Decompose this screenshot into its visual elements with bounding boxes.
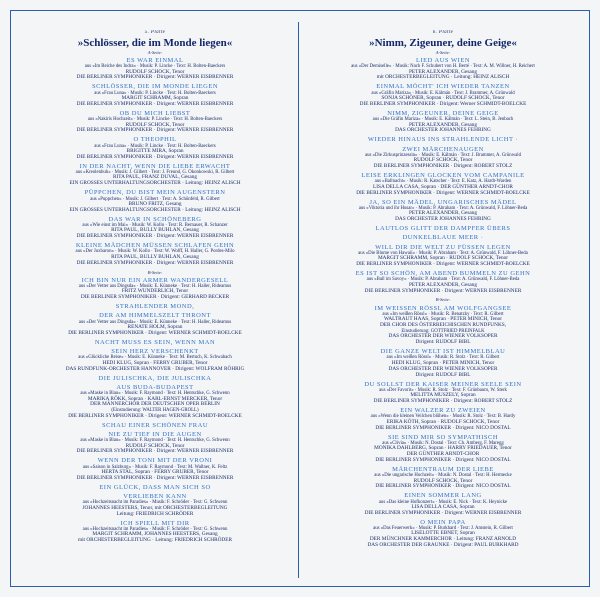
- song-credit: aus »Ballnacht« · Musik: R. Katscher · Text: E. Katz, A. Hardt-Warden: [374, 179, 512, 185]
- song-title: MÄRCHENTRAUM DER LIEBE: [392, 465, 494, 473]
- song-title: SCHLÖSSER, DIE IM MONDE LIEGEN: [91, 83, 219, 91]
- side-b-label: B-Seite:: [147, 269, 163, 275]
- song-title: LEISE ERKLINGEN GLOCKEN VOM CAMPANILE: [361, 172, 525, 180]
- performer-line: MARIKA RÖKK, Sopran · KARL-ERNST MERCKER, Tenor: [87, 395, 223, 402]
- song-credit: aus »Frau Luna« · Musik: P. Lincke · Text: H. Bolten-Baeckers: [94, 90, 216, 96]
- performer-line: RITA PAUL, FRANZ DUVAL, Gesang: [112, 174, 198, 181]
- song-title: DAS WAR IN SCHÖNEBERG: [108, 215, 202, 223]
- song-title: ZWEI MÄRCHENAUGEN: [402, 145, 484, 153]
- performer-line: RUDOLF SCHOCK, Tenor: [125, 121, 185, 128]
- song-title: DER AM HIMMELSZELT THRONT: [99, 312, 211, 320]
- record-6-column: [304, 30, 582, 585]
- song-title: LAUTLOS GLITT DER DAMPFER ÜBERS: [375, 225, 511, 233]
- song-title: STRAHLENDER MOND,: [115, 303, 195, 311]
- song-credit: aus »Frau Luna« · Musik: P. Lincke · Text: H. Bolten-Baeckers: [94, 143, 216, 149]
- song-title: WILL DIR DIE WELT ZU FÜSSEN LEGEN: [375, 243, 511, 251]
- record-number: 5. Platte: [144, 30, 166, 35]
- song-credit: aus »Maske in Blau« · Musik: F. Raymond · Text: H. Hentschke, G. Schwenn: [80, 391, 230, 397]
- song-credit: aus »Das kleine Hofkonzert« · Musik: E. Nick · Text: K. Heynicke: [378, 499, 508, 505]
- performer-line: DIE BERLINER SYMPHONIKER · Dirigent: WERNER EISBRENNER: [76, 233, 234, 240]
- song-credit: aus »Der Favorit« · Musik: R. Stolz · Text: F. Grünbaum, W. Sterk: [379, 387, 507, 393]
- performer-line: SONJA SCHÖNER, Sopran · RUDOLF SCHOCK, Tenor: [381, 95, 505, 102]
- song-title: SEIN HERZ VERSCHENKT: [111, 348, 199, 356]
- side-b-label: B-Seite:: [435, 297, 451, 303]
- performer-line: DIE BERLINER SYMPHONIKER · Dirigent: WERNER EISBRENNER: [364, 509, 522, 516]
- performer-line: mit ORCHESTERBEGLEITUNG · Leitung: FRIEDRICH SCHRÖDER: [77, 537, 233, 544]
- performer-line: DIE BERLINER SYMPHONIKER · Dirigent: Werner SCHMIDT-BOELCKE: [359, 100, 527, 107]
- song-title: ICH SPIELL MIT DIR: [120, 519, 190, 527]
- performer-line: PETER ALEXANDER, Gesang: [408, 121, 478, 128]
- performer-line: RUDOLF SCHOCK, Tenor: [125, 442, 185, 449]
- song-credit: aus »Das Feuerwerk« · Musik: P. Burkhard · Text: J. Amstein, R. Gilbert: [373, 526, 513, 532]
- song-title: WENN DER TONI MIT DER VRONI: [97, 457, 213, 465]
- performer-line: HERTA STAL, Sopran · FERRY GRUBER, Tenor: [101, 469, 209, 476]
- song-title: NIE ZU TIEF IN DIE AUGEN: [108, 430, 202, 438]
- performer-line: JOHANNES HEESTERS, Tenor, mit ORCHESTERBEGLEITUNG: [82, 504, 228, 511]
- performer-line: RUDOLF SCHOCK, Tenor: [413, 157, 473, 164]
- performer-line: DIE BERLINER SYMPHONIKER · Dirigent: NICO DOSTAL: [375, 456, 511, 463]
- song-credit: aus »Der Demiselle« · Musik: Nach F. Schubert von H. Berté · Text: A. M. Willner, H. Reichert: [351, 64, 535, 70]
- song-title: ES IST SO SCHÖN, AM ABEND BUMMELN ZU GEHN: [355, 270, 531, 278]
- song-credit: aus »Die Gräfin Mariza« · Musik: E. Kálmán · Text: L. Stein, B. Jenbach: [372, 117, 514, 123]
- performer-line: DIE BERLINER SYMPHONIKER · Dirigent: WERNER EISBRENNER: [76, 74, 234, 81]
- song-credit: aus »Die Blume von Hawaii« · Musik: P. Abraham · Text: A. Grünwald, F. Löhner-Beda: [358, 250, 528, 256]
- performer-line: RITA PAUL, BULLY BUHLAN, Gesang: [111, 253, 199, 260]
- performer-line: PETER ALEXANDER, Gesang: [408, 68, 478, 75]
- song-title: IN DER NACHT, WENN DIE LIEBE ERWACHT: [79, 162, 231, 170]
- performer-line: MELITTA MUSZELY, Sopran: [410, 392, 476, 399]
- song-credit: aus »Die Zirkusprinzessin« · Musik: E. Kálmán · Text: J. Brammer, A. Grünwald: [364, 152, 522, 158]
- song-title: IM WEISSEN RÖSSL AM WOLFGANGSEE: [374, 304, 512, 312]
- song-title: PÜPPCHEN, DU BIST MEIN AUGENSTERN: [84, 189, 226, 197]
- side-a-label: A-Seite:: [147, 49, 163, 55]
- song-credit: aus »Im weißen Rössl« · Musik: R. Benatzky · Text: R. Gilbert: [382, 311, 504, 317]
- song-title: SCHAU EINER SCHÖNEN FRAU: [101, 421, 209, 429]
- song-credit: aus »Glückliche Reise« · Musik: E. Künneke · Text: M. Bertuch, K. Schwabach: [78, 355, 232, 361]
- performer-line: Leitung: FRIEDRICH SCHRÖDER: [116, 510, 194, 517]
- performer-line: ERIKA KÖTH, Sopran · RUDOLF SCHOCK, Tenor: [386, 418, 500, 425]
- song-title: SIE SIND MIR SO SYMPATHISCH: [387, 433, 499, 441]
- performer-line: FRITZ WUNDERLICH, Tenor: [121, 288, 189, 295]
- performer-line: DAS ORCHESTER JOHANNES FEHRING: [395, 127, 491, 134]
- performer-line: DIE BERLINER SYMPHONIKER · Dirigent: ROBERT STOLZ: [373, 163, 513, 170]
- performer-line: DIE BERLINER SYMPHONIKER · Dirigent: NICO DOSTAL: [375, 483, 511, 490]
- performer-line: RITA PAUL, BULLY BUHLAN, Gesang: [111, 227, 199, 234]
- song-title: OB DU MICH LIEBST: [119, 109, 191, 117]
- song-credit: aus »Wenn die kleinen Veilchen blühen« · Musik: R. Stolz · Text: B. Hardy: [370, 414, 516, 420]
- song-title: EINMAL MÖCHT' ICH WIEDER TANZEN: [376, 83, 510, 91]
- song-credit: aus »Wie einst im Mai« · Musik: W. Kollo · Text: R. Bernauer, R. Schanzer: [82, 223, 228, 229]
- song-title: EINEN SOMMER LANG: [404, 492, 482, 500]
- performer-line: DIE BERLINER SYMPHONIKER · Dirigent: WERNER EISBRENNER: [364, 287, 522, 294]
- song-credit: aus »Hochzeitsnacht im Paradies« · Musik: F. Schröder · Text: G. Schwenn: [82, 500, 228, 506]
- performer-line: LISA DELLA CASA, Sopran: [411, 504, 475, 510]
- performer-line: Dirigent: RUDOLF BIBL: [415, 339, 471, 346]
- song-title: O MEIN PAPA: [420, 518, 466, 526]
- performer-line: PETER ALEXANDER, Gesang: [408, 281, 478, 288]
- song-credit: aus »Ball im Savoy« · Musik: P. Abraham · Text: A. Grünwald, F. Löhner-Beda: [366, 277, 520, 283]
- record-5-column: [16, 30, 294, 585]
- performer-line: DAS ORCHESTER DER WIENER VOLKSOPER: [388, 365, 498, 372]
- song-credit: aus »Clivia« · Musik: N. Dostal · Text: Ch. Amberg, F. Maregg: [382, 440, 504, 446]
- performer-line: MARGIT SCHRAMM, Sopran · RUDOLF SCHOCK, Tenor: [377, 255, 509, 262]
- song-credit: aus »Saison in Salzburg« · Musik: F. Raymond · Text: M. Wallner, K. Feltz: [82, 464, 228, 470]
- performer-line: DIE BERLINER SYMPHONIKER · Dirigent: WERNER SCHMIDT-BOELCKE: [68, 330, 242, 336]
- performer-line: DIE BERLINER SYMPHONIKER · Dirigent: ROBERT STOLZ: [373, 398, 513, 405]
- song-title: DU SOLLST DER KAISER MEINER SEELE SEIN: [364, 380, 522, 388]
- song-title: LIED AUS WIEN: [415, 56, 471, 64]
- performer-line: DAS ORCHESTER DER GRAUNKE · Dirigent: PAUL BURKHARD: [367, 542, 519, 549]
- performer-line: HEDI KLUG, Sopran · PETER MINICH, Tenor: [391, 359, 495, 366]
- performer-line: DIE BERLINER SYMPHONIKER · Dirigent: WERNER EISBRENNER: [76, 127, 234, 134]
- song-title: EIN GLÜCK, DASS MAN SICH SO: [99, 483, 211, 491]
- song-credit: (Einstudierung: WALTER HAGEN-GROLL): [111, 408, 199, 414]
- performer-line: MARGIT SCHRAMM, Sopran: [121, 95, 189, 102]
- song-title: NACHT MUSS ES SEIN, WENN MAN: [94, 338, 216, 346]
- performer-line: EIN GROSSES UNTERHALTUNGSORCHESTER · Leitung: HEINZ ALISCH: [69, 180, 241, 187]
- performer-line: DAS ORCHESTER JOHANNES FEHRING: [395, 216, 491, 223]
- performer-line: WALTRAUT HAAS, Sopran · PETER MINICH, Tenor: [383, 316, 503, 323]
- song-credit: aus »Puppchen« · Musik: J. Gilbert · Text: A. Schönfeld, R. Gilbert: [90, 196, 220, 202]
- song-credit: aus »Nakiris Hochzeit« · Musik: P. Lincke · Text: H. Bolten-Baeckers: [87, 117, 223, 123]
- song-title: NIMM, ZIGEUNER, DEINE GEIGE: [387, 109, 499, 117]
- record-number: 6. Platte: [432, 30, 454, 35]
- song-credit: aus »Der Vetter aus Dingsda« · Musik: E. Künneke · Text: H. Haller, Rideamus: [78, 283, 232, 289]
- performer-line: DER CHOR DES ÖSTERREICHISCHEN RUNDFUNKS,: [379, 322, 507, 329]
- song-credit: aus »Der Vetter aus Dingsda« · Musik: E. Künneke · Text: H. Haller, Rideamus: [78, 319, 232, 325]
- record-title: »Schlösser, die im Monde liegen«: [77, 36, 233, 49]
- performer-line: MARGIT SCHRAMM, JOHANNES HEESTERS, Gesang: [92, 531, 218, 538]
- song-title: DIE GANZE WELT IST HIMMELBLAU: [380, 348, 506, 356]
- song-title: VERLIEBEN KANN: [123, 493, 187, 501]
- record-title: »Nimm, Zigeuner, deine Geige«: [369, 36, 517, 49]
- song-credit: aus »Maske in Blau« · Musik: F. Raymond · Text: H. Hentschke, G. Schwenn: [80, 438, 230, 444]
- song-credit: aus »Die ungarische Hochzeit« · Musik: N. Dostal · Text: H. Hermecke: [374, 473, 512, 479]
- performer-line: PETER ALEXANDER, Gesang: [408, 210, 478, 217]
- performer-line: DER MÄNNERCHOR DER DEUTSCHEN OPER BERLIN: [90, 401, 220, 408]
- performer-line: DIE BERLINER SYMPHONIKER · Dirigent: WERNER EISBRENNER: [76, 474, 234, 481]
- performer-line: BRUNO FRITZ, Gesang: [128, 200, 182, 207]
- side-a-label: A-Seite:: [435, 49, 451, 55]
- song-credit: aus »Kreolenbuh« · Musik: J. Gilbert · Text: J. Freund, G. Okonkowski, R. Gilbert: [75, 170, 235, 176]
- song-title: DUNKELBLAUE MEER ·: [402, 234, 484, 242]
- performer-line: DIE BERLINER SYMPHONIKER · Dirigent: WERNER EISBRENNER: [76, 259, 234, 266]
- song-title: WIEDER HINAUS INS STRAHLENDE LICHT ·: [367, 136, 519, 144]
- performer-line: RUDOLF SCHOCK, Tenor: [413, 477, 473, 484]
- column-divider: [298, 22, 299, 578]
- performer-line: DIE BERLINER SYMPHONIKER · Dirigent: WERNER SCHMIDT-BOELCKE: [68, 412, 242, 419]
- song-title: KLEINE MÄDCHEN MÜSSEN SCHLAFEN GEHN: [75, 242, 235, 250]
- performer-line: DIE BERLINER SYMPHONIKER · Dirigent: WERNER EISBRENNER: [76, 448, 234, 455]
- performer-line: DIE BERLINER SYMPHONIKER · Dirigent: WERNER EISBRENNER: [76, 100, 234, 107]
- performer-line: DIE BERLINER SYMPHONIKER · Dirigent: WERNER SCHMIDT-BOELCKE: [356, 189, 530, 196]
- song-title: AUS BUDA-BUDAPEST: [116, 383, 194, 391]
- performer-line: mit ORCHESTERBEGLEITUNG · Leitung: HEINZ ALISCH: [376, 74, 510, 81]
- song-credit: Einstudierung: GOTTFRIED PREINFALK: [401, 328, 485, 334]
- performer-line: LISELOTTE EBNET, Sopran: [411, 530, 475, 537]
- song-title: JA, SO EIN MÄDEL, UNGARISCHES MÄDEL: [369, 198, 517, 206]
- performer-line: HEDI KLUG, Sopran · FERRY GRUBER, Tenor: [102, 359, 208, 366]
- performer-line: DAS ORCHESTER DER WIENER VOLKSOPER: [388, 333, 498, 340]
- song-title: DIE JULISCHKA, DIE JULISCHKA: [98, 374, 212, 382]
- performer-line: EIN GROSSES UNTERHALTUNGSORCHESTER · Leitung: HEINZ ALISCH: [69, 206, 241, 213]
- performer-line: DIE BERLINER SYMPHONIKER · Dirigent: WERNER SCHMIDT-BOELCKE: [356, 261, 530, 268]
- performer-line: LISA DELLA CASA, Sopran · DER GÜNTHER ARNDT-CHOR: [373, 183, 513, 190]
- performer-line: Dirigent: RUDOLF BIBL: [415, 371, 471, 378]
- song-title: O THEOPHIL: [133, 136, 177, 144]
- performer-line: RENATE HOLM, Sopran: [127, 324, 183, 331]
- performer-line: DIE BERLINER SYMPHONIKER · Dirigent: NICO DOSTAL: [375, 424, 511, 431]
- song-credit: aus »Im Reiche des Indra« · Musik: P. Lincke · Text: H. Bolten-Baeckers: [84, 64, 226, 70]
- performer-line: DIE BERLINER SYMPHONIKER · Dirigent: WERNER EISBRENNER: [76, 153, 234, 160]
- song-title: EIN WALZER ZU ZWEIEN: [400, 407, 486, 415]
- performer-line: DER GÜNTHER ARNDT-CHOR: [406, 451, 480, 458]
- performer-line: DAS RUNDFUNK-ORCHESTER HANNOVER · Dirigent: WOLFRAM RÖHRIG: [65, 365, 245, 372]
- song-credit: aus »Der Juxbaron« · Musik: W. Kollo · Text: W. Wolff, H. Haller, G. Pordes-Milo: [75, 249, 235, 255]
- song-credit: aus »Viktoria und ihr Husar« · Musik: P. Abraham · Text: A. Grünwald, F. Löhner-Beda: [358, 205, 528, 211]
- performer-line: BRIGITTE MIRA, Sopran: [126, 147, 184, 154]
- performer-line: MONIKA DAHLBERG, Sopran · HARRY FRIEDAUER, Tenor: [374, 445, 512, 452]
- performer-line: DIE BERLINER SYMPHONIKER · Dirigent: GERHARD BECKER: [80, 294, 230, 301]
- track-list: [16, 57, 294, 544]
- song-credit: aus »Hochzeitsnacht im Paradies« · Musik: F. Schröder · Text: G. Schwenn: [82, 526, 228, 532]
- song-credit: aus »Gräfin Mariza« · Musik: E. Kálmán · Text: J. Brammer, A. Grünwald: [371, 90, 515, 96]
- song-title: ICH BIN NUR EIN ARMER WANDERGESELL: [81, 276, 229, 284]
- performer-line: RUDOLF SCHOCK, Tenor: [125, 68, 185, 75]
- song-credit: aus »Im weißen Rössl« · Musik: R. Stolz · Text: R. Gilbert: [386, 355, 500, 361]
- track-list: [304, 57, 582, 549]
- performer-line: DER MÜNCHNER KAMMERCHOR · Leitung: FRANZ ARNOLD: [369, 536, 517, 543]
- song-title: ES WAR EINMAL: [126, 56, 184, 64]
